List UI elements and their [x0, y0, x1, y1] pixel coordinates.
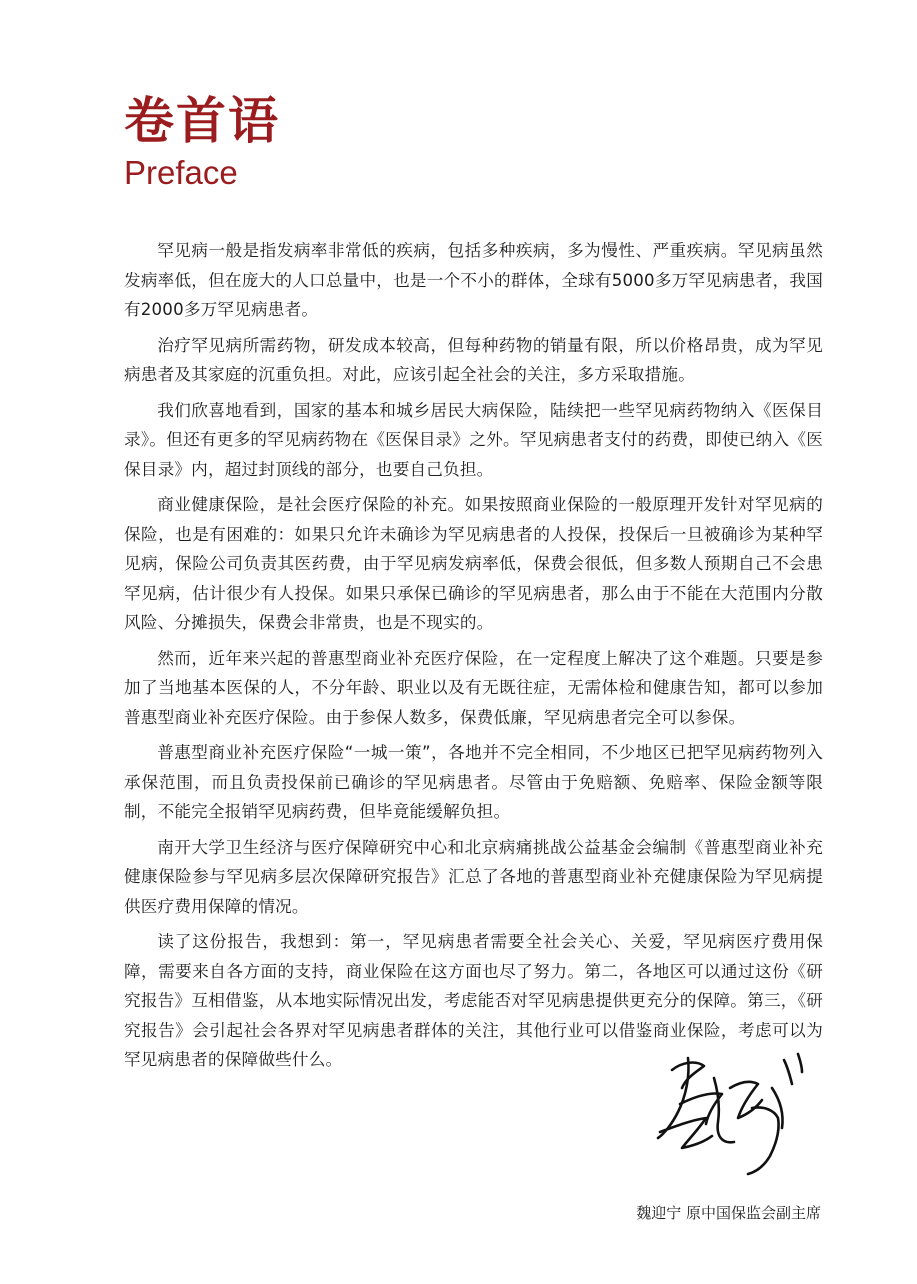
paragraph-3: 我们欣喜地看到，国家的基本和城乡居民大病保险，陆续把一些罕见病药物纳入《医保目录》。但还有更多的罕见病药物在《医保目录》之外。罕见病患者支付的药费，即使已纳入《医保目录》内，超过封顶线的部分，也要自己负担。 [124, 400, 823, 479]
preface-body [124, 236, 823, 1081]
handwritten-signature [652, 1048, 812, 1178]
paragraph-8: 读了这份报告，我想到：第一，罕见病患者需要全社会关心、关爱，罕见病医疗费用保障，需要来自各方面的支持，商业保险在这方面也尽了努力。第二，各地区可以通过这份《研究报告》互相借鉴，从本地实际情况出发，考虑能否对罕见病患提供更充分的保障。第三，《研究报告》会引起社会各界对罕见病患者群体的关注，其他行业可以借鉴商业保险，考虑可以为罕见病患者的保障做些什么。 [124, 932, 823, 1069]
paragraph-4: 商业健康保险，是社会医疗保险的补充。如果按照商业保险的一般原理开发针对罕见病的保险，也是有困难的：如果只允许未确诊为罕见病患者的人投保，投保后一旦被确诊为某种罕见病，保险公司负责其医药费，由于罕见病发病率低，保费会很低，但多数人预期自己不会患罕见病，估计很少有人投保。如果只承保已确诊的罕见病患者，那么由于不能在大范围内分散风险、分摊损失，保费会非常贵，也是不现实的。 [124, 495, 823, 632]
page-title: 卷首语 [124, 92, 280, 150]
signer-name: 魏迎宁 原中国保监会副主席 [636, 1204, 821, 1222]
paragraph-1: 罕见病一般是指发病率非常低的疾病，包括多种疾病，多为慢性、严重疾病。罕见病虽然发病率低，但在庞大的人口总量中，也是一个不小的群体，全球有5000多万罕见病患者，我国有2000多万罕见病患者。 [124, 241, 823, 319]
paragraph-7: 南开大学卫生经济与医疗保障研究中心和北京病痛挑战公益基金会编制《普惠型商业补充健康保险参与罕见病多层次保障研究报告》汇总了各地的普惠型商业补充健康保险为罕见病提供医疗费用保障的情况。 [124, 837, 823, 916]
page-subtitle: Preface [124, 154, 238, 191]
paragraph-5: 然而，近年来兴起的普惠型商业补充医疗保险，在一定程度上解决了这个难题。只要是参加了当地基本医保的人，不分年龄、职业以及有无既往症，无需体检和健康告知，都可以参加普惠型商业补充医疗保险。由于参保人数多，保费低廉，罕见病患者完全可以参保。 [124, 648, 823, 727]
paragraph-6: 普惠型商业补充医疗保险“一城一策”，各地并不完全相同，不少地区已把罕见病药物列入承保范围，而且负责投保前已确诊的罕见病患者。尽管由于免赔额、免赔率、保险金额等限制，不能完全报销罕见病药费，但毕竟能缓解负担。 [124, 743, 823, 821]
title-block [124, 92, 280, 192]
paragraph-2: 治疗罕见病所需药物，研发成本较高，但每种药物的销量有限，所以价格昂贵，成为罕见病患者及其家庭的沉重负担。对此，应该引起全社会的关注，多方采取措施。 [124, 335, 823, 384]
